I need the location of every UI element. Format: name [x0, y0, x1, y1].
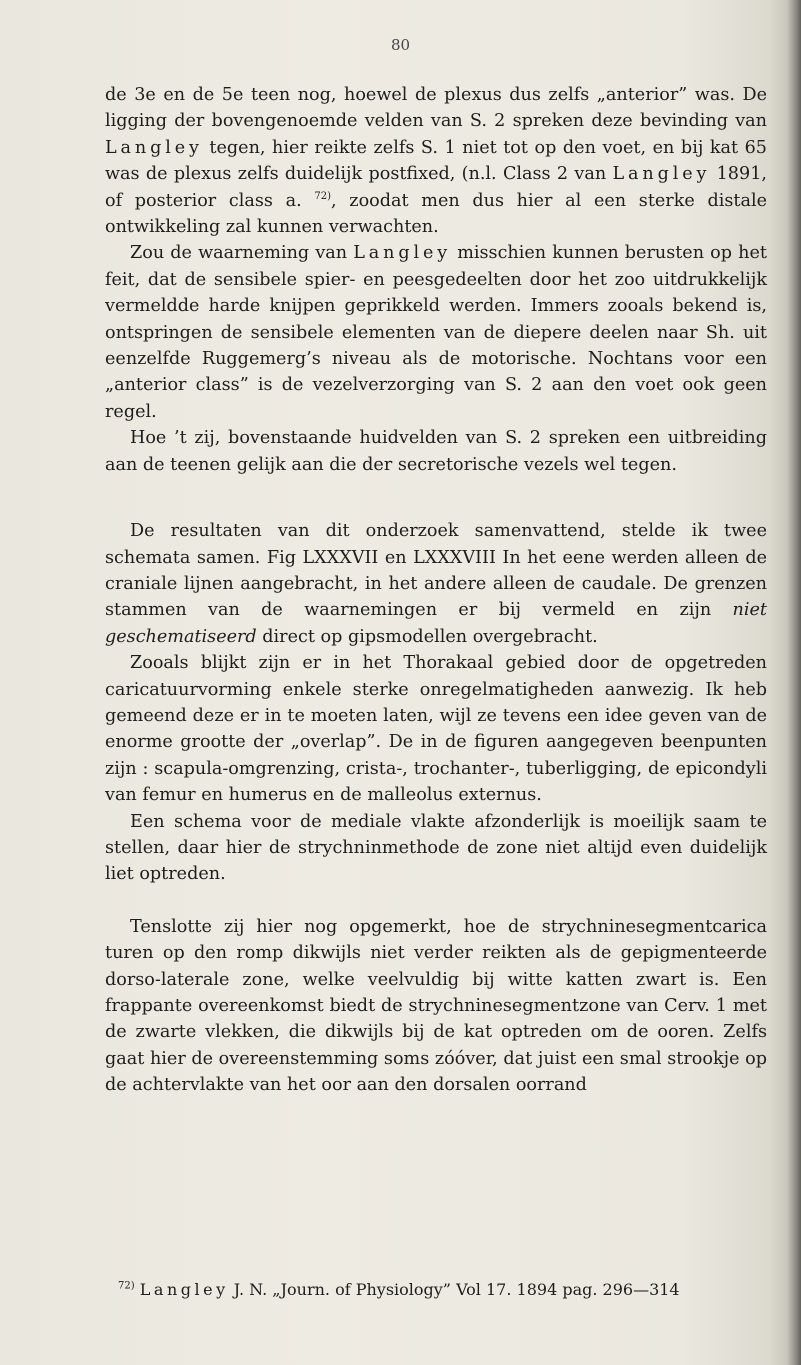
text-run: tegen, hier reikte zelfs S. 1 niet tot op den voet, en bij kat 65 was de plexus zelfs duidelijk postfixed, (n.l. Class 2 van [105, 137, 767, 185]
author-name: Langley [105, 137, 203, 158]
paragraph [105, 82, 767, 240]
paragraph [105, 518, 767, 650]
text-run: , zoodat men dus hier al een sterke distale ontwikkeling zal kunnen verwachten. [105, 190, 767, 238]
author-name: Langley [612, 164, 711, 185]
page-number: 80 [390, 36, 411, 54]
text-run: direct op gipsmodellen overgebracht. [256, 626, 598, 647]
footnote [118, 1280, 768, 1300]
footnote-citation: J. N. „Journ. of Physiology” Vol 17. 1894 pag. 296—314 [228, 1280, 680, 1299]
footnote-author: Langley [139, 1280, 229, 1299]
text-run: Zou de waarneming van [130, 243, 354, 264]
body-text [105, 82, 767, 1099]
paragraph: Tenslotte zij hier nog opgemerkt, hoe de strychninesegmentcarica turen op den romp dikwijls niet verder reikten als de gepigmenteerde dorso-laterale zone, welke veelvuldig bij witte katten zwart is. Een frappante overeenkomst biedt de strychninesegmentzone van Cerv. 1 met de zwarte vlekken, die dikwijls bij de kat optreden om de ooren. Zelfs gaat hier de overeenstemming soms zóóver, dat juist een smal strookje op de achtervlakte van het oor aan den dorsalen oorrand [105, 916, 767, 1096]
section-gap [105, 478, 767, 518]
paragraph: Hoe ’t zij, bovenstaande huidvelden van S. 2 spreken een uitbreiding aan de teenen gelijk aan die der secretorische vezels wel tegen. [105, 428, 767, 475]
text-run: de 3e en de 5e teen nog, hoewel de plexus dus zelfs „anterior” was. De ligging der bovengenoemde velden van S. 2 spreken deze bevinding van [105, 85, 767, 132]
paragraph [105, 240, 767, 425]
paragraph: Een schema voor de mediale vlakte afzonderlijk is moeilijk saam te stellen, daar hier de strychninmethode de zone niet altijd even duidelijk liet optreden. [105, 811, 767, 885]
section-gap [105, 888, 767, 914]
paragraph: Zooals blijkt zijn er in het Thorakaal gebied door de opgetreden caricatuurvorming enkele sterke onregelmatigheden aanwezig. Ik heb gemeend deze er in te moeten laten, wijl ze tevens een idee geven van de enorme grootte der „overlap”. De in de figuren aangegeven beenpunten zijn : scapula-omgrenzing, crista-, trochanter-, tuberligging, de epicondyli van femur en humerus en de malleolus externus. [105, 653, 767, 806]
italic-phrase: niet geschematiseerd [105, 600, 767, 647]
text-run: misschien kunnen berusten op het feit, dat de sensibele spier- en peesgedeelten door het zoo uitdrukkelijk vermeldde harde knijpen geprikkeld werden. Immers zooals bekend is, ontspringen de sensibele elementen van de diepere deelen naar Sh. uit eenzelfde Ruggemerg’s niveau als de motorische. Nochtans voor een „anterior class” is de vezelverzorging van S. 2 aan den voet ook geen regel. [105, 243, 767, 422]
footnote-mark: 72) [118, 1280, 135, 1292]
footnote-reference: 72) [314, 190, 332, 202]
text-run: 1891, of posterior class a. [105, 164, 767, 211]
author-name: Langley [353, 243, 452, 264]
page-edge-shadow [787, 0, 801, 1365]
text-run: De resultaten van dit onderzoek samenvattend, stelde ik twee schemata samen. Fig LXXXVII en LXXXVIII In het eene werden alleen de craniale lijnen aangebracht, in het andere alleen de caudale. De grenzen stammen van de waarnemingen er bij vermeld en zijn [105, 521, 767, 621]
